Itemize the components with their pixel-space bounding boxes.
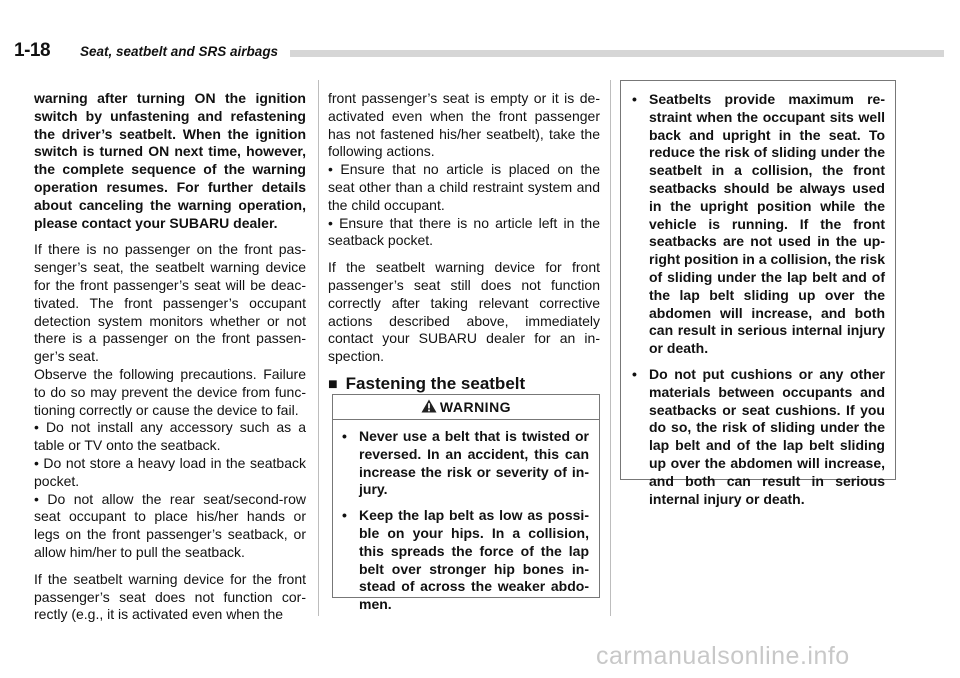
column-divider-2 [610,80,611,616]
malfunction-paragraph: If the seatbelt warning device for the front passenger’s seat does not function correctly (e.g., it is activated even when the [34,570,306,623]
warning-box [332,394,600,613]
section-square-icon: ■ [328,375,338,393]
bullet-dot: • [342,428,347,444]
bullet-dot: • [632,91,637,107]
warning-item [341,428,589,499]
section-heading-text: Fastening the seatbelt [345,373,526,393]
warning-title [333,395,599,420]
precautions-paragraph: Observe the following precautions. Failure to do so may prevent the device from functioning correctly or cause the device to fail. [34,365,306,418]
action-bullet: • Ensure that no article is placed on the seat other than a child restraint system and the child occupant. [328,161,600,214]
page-number: 1-18 [14,40,51,61]
warning-item-text: Never use a belt that is twisted or reversed. In an accident, this can increase the risk or severity of injury. [359,428,589,498]
left-column [34,90,306,624]
warning-title-text: WARNING [439,399,512,415]
warning-item-text: Do not put cushions or any other materials between occupants and seatbacks or seat cushions. If you do so, the risk of sliding under the lap belt and of the lap belt sliding up over the abdomen will increase, and both can result in serious internal injury or death. [649,365,885,507]
warning-item [341,507,589,614]
section-title: Seat, seatbelt and SRS airbags [80,44,279,59]
warning-body [621,81,895,522]
warning-item-text: Keep the lap belt as low as possible on your hips. In a collision, this spreads the force of the lap belt over stronger hip bones instead of across the weaker abdomen. [359,507,589,613]
precaution-bullet: • Do not store a heavy load in the seatback pocket. [34,455,306,491]
warning-item [631,366,885,508]
actions-paragraph: front passenger’s seat is empty or it is deactivated even when the front passenger has not fastened his/her seatbelt), take the following actions. [328,90,600,160]
canceling-warning-paragraph: warning after turning ON the ignition switch by unfastening and refastening the driver’s seatbelt. When the ignition switch is turned ON next time, however, the complete sequence of the warning operation resumes. For further details about canceling the warning operation, please contact your SUBARU dealer. [34,90,306,231]
watermark: carmanualsonline.info [596,642,850,670]
page-header [14,32,944,62]
action-bullet: • Ensure that there is no article left in the seatback pocket. [328,215,600,251]
bullet-dot: • [342,507,347,524]
header-rule [290,50,944,57]
precaution-bullet: • Do not install any accessory such as a table or TV onto the seatback. [34,419,306,455]
bullet-dot: • [632,365,637,382]
warning-box-continued [620,80,896,507]
column-divider-1 [318,80,319,616]
warning-triangle-icon [421,396,437,420]
passenger-detection-paragraph: If there is no passenger on the front passenger’s seat, the seatbelt warning device for the front passenger’s seat will be deactivated. The front passenger’s occupant detection system monitors whether or not there is a passenger on the front passenger’s seat. [34,241,306,365]
warning-body [333,420,599,628]
section-heading [328,375,600,394]
middle-column [328,90,600,394]
warning-item-text: Seatbelts provide maximum restraint when the occupant sits well back and upright in the seat. To reduce the risk of sliding under the seatbelt in a collision, the front seatbacks should be always used in the upright position while the vehicle is running. If the front seatbacks are not used in the upright position in a collision, the risk of sliding under the lap belt and of the lap belt sliding up over the abdomen will increase, and both can result in serious internal injury or death. [649,91,885,357]
inspection-paragraph: If the seatbelt warning device for front passenger’s seat still does not function correctly after taking relevant corrective actions described above, immediately contact your SUBARU dealer for an inspection. [328,259,600,365]
precaution-bullet: • Do not allow the rear seat/second-row seat occupant to place his/her hands or legs on the front passenger’s seatback, or allow him/her to pull the seatback. [34,491,306,562]
warning-item [631,91,885,358]
